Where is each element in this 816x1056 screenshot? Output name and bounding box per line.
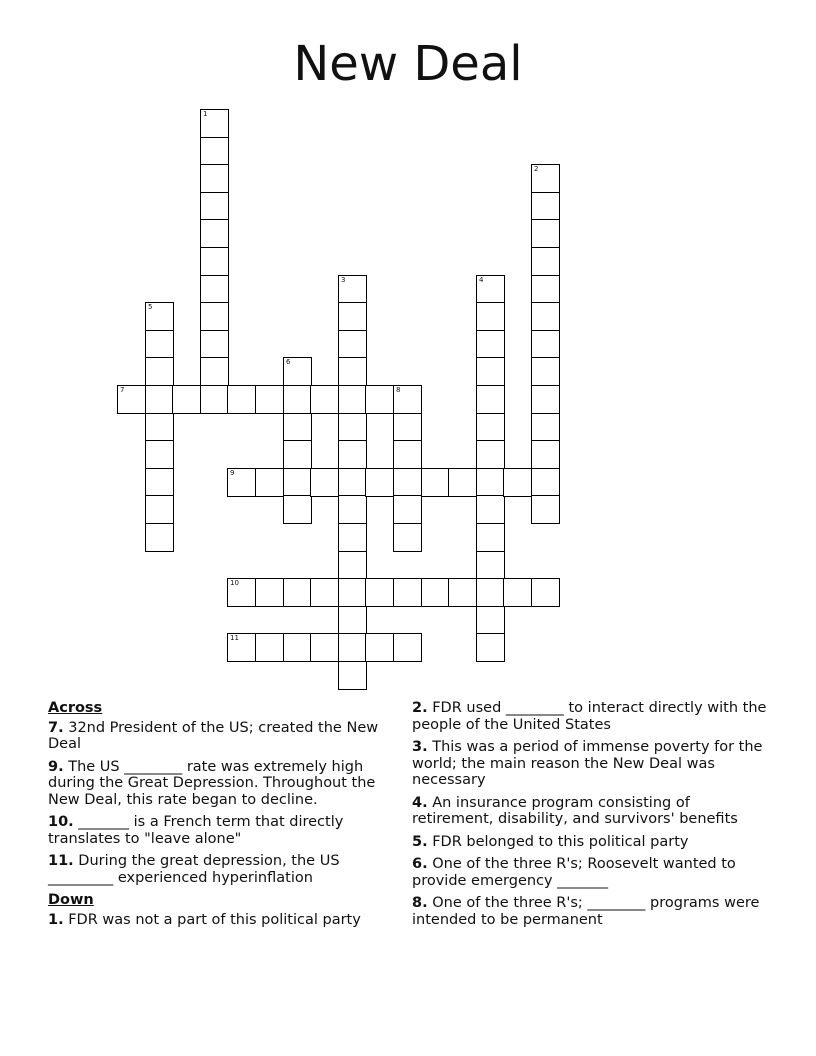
grid-cell[interactable] xyxy=(448,468,477,497)
grid-cell[interactable] xyxy=(365,468,394,497)
clue-down-4 xyxy=(412,795,772,828)
clue-number: 5. xyxy=(412,833,428,850)
grid-cell[interactable] xyxy=(338,440,367,469)
grid-cell[interactable] xyxy=(145,495,174,524)
clue-down-3 xyxy=(412,739,772,789)
cell-number: 9 xyxy=(230,469,235,477)
cell-number: 8 xyxy=(396,386,401,394)
grid-cell[interactable] xyxy=(310,578,339,607)
grid-cell[interactable] xyxy=(393,523,422,552)
grid-cell[interactable] xyxy=(338,633,367,662)
grid-cell[interactable] xyxy=(338,523,367,552)
grid-cell[interactable] xyxy=(531,275,560,304)
grid-cell[interactable] xyxy=(476,606,505,635)
grid-cell[interactable] xyxy=(310,468,339,497)
grid-cell[interactable] xyxy=(365,385,394,414)
grid-cell[interactable] xyxy=(393,413,422,442)
grid-cell[interactable] xyxy=(531,164,560,193)
grid-cell[interactable] xyxy=(200,137,229,166)
clues-left-column xyxy=(48,700,398,934)
grid-cell[interactable] xyxy=(200,275,229,304)
grid-cell[interactable] xyxy=(476,357,505,386)
clue-text: One of the three R's; ________ programs were intended to be permanent xyxy=(412,895,760,928)
grid-cell[interactable] xyxy=(200,247,229,276)
grid-cell[interactable] xyxy=(338,468,367,497)
clue-number: 3. xyxy=(412,739,428,755)
clue-down-8 xyxy=(412,895,772,928)
clue-down-5 xyxy=(412,834,772,851)
grid-cell[interactable] xyxy=(476,523,505,552)
grid-cell[interactable] xyxy=(255,468,284,497)
grid-cell[interactable] xyxy=(338,413,367,442)
grid-cell[interactable] xyxy=(448,578,477,607)
grid-cell[interactable] xyxy=(338,661,367,690)
clue-across-7 xyxy=(48,720,398,753)
clue-text: During the great depression, the US _________ experienced hyperinflation xyxy=(48,853,340,886)
grid-cell[interactable] xyxy=(531,385,560,414)
clue-text: _______ is a French term that directly translates to "leave alone" xyxy=(48,814,344,847)
grid-cell[interactable] xyxy=(531,495,560,524)
grid-cell[interactable] xyxy=(531,219,560,248)
clue-across-9 xyxy=(48,759,398,809)
clue-across-10 xyxy=(48,814,398,847)
grid-cell[interactable] xyxy=(227,468,256,497)
grid-cell[interactable] xyxy=(476,302,505,331)
grid-cell[interactable] xyxy=(283,468,312,497)
grid-cell[interactable] xyxy=(200,219,229,248)
down-heading: Down xyxy=(48,892,94,908)
grid-cell[interactable] xyxy=(200,192,229,221)
grid-cell[interactable] xyxy=(172,385,201,414)
grid-cell[interactable] xyxy=(531,440,560,469)
cell-number: 10 xyxy=(230,579,239,587)
cell-number: 1 xyxy=(203,110,208,118)
grid-cell[interactable] xyxy=(255,633,284,662)
grid-cell[interactable] xyxy=(338,578,367,607)
cell-number: 3 xyxy=(341,276,346,284)
grid-cell[interactable] xyxy=(227,633,256,662)
grid-cell[interactable] xyxy=(200,109,229,138)
cell-number: 7 xyxy=(120,386,125,394)
grid-cell[interactable] xyxy=(393,633,422,662)
grid-cell[interactable] xyxy=(227,385,256,414)
clue-across-11 xyxy=(48,853,398,886)
grid-cell[interactable] xyxy=(476,385,505,414)
puzzle-title: New Deal xyxy=(293,36,523,92)
grid-cell[interactable] xyxy=(531,468,560,497)
grid-cell[interactable] xyxy=(531,192,560,221)
grid-cell[interactable] xyxy=(310,385,339,414)
grid-cell[interactable] xyxy=(200,357,229,386)
grid-cell[interactable] xyxy=(503,578,532,607)
grid-cell[interactable] xyxy=(476,275,505,304)
grid-cell[interactable] xyxy=(393,468,422,497)
grid-cell[interactable] xyxy=(365,578,394,607)
grid-cell[interactable] xyxy=(476,495,505,524)
grid-cell[interactable] xyxy=(283,357,312,386)
clue-number: 4. xyxy=(412,794,428,811)
grid-cell[interactable] xyxy=(338,275,367,304)
grid-cell[interactable] xyxy=(476,413,505,442)
grid-cell[interactable] xyxy=(531,247,560,276)
clue-number: 11. xyxy=(48,853,74,869)
cell-number: 6 xyxy=(286,358,291,366)
grid-cell[interactable] xyxy=(421,578,450,607)
clue-number: 7. xyxy=(48,719,64,736)
clue-text: FDR was not a part of this political party xyxy=(68,911,361,928)
grid-cell[interactable] xyxy=(476,468,505,497)
clue-number: 1. xyxy=(48,911,64,928)
grid-cell[interactable] xyxy=(145,357,174,386)
grid-cell[interactable] xyxy=(393,385,422,414)
grid-cell[interactable] xyxy=(338,551,367,580)
clues-right-column xyxy=(412,700,772,934)
grid-cell[interactable] xyxy=(531,357,560,386)
clue-down-2 xyxy=(412,700,772,733)
grid-cell[interactable] xyxy=(476,633,505,662)
grid-cell[interactable] xyxy=(145,523,174,552)
grid-cell[interactable] xyxy=(338,357,367,386)
grid-cell[interactable] xyxy=(255,578,284,607)
cell-number: 4 xyxy=(479,276,484,284)
grid-cell[interactable] xyxy=(283,385,312,414)
grid-cell[interactable] xyxy=(338,606,367,635)
grid-cell[interactable] xyxy=(145,385,174,414)
grid-cell[interactable] xyxy=(393,495,422,524)
clue-down-6 xyxy=(412,856,772,889)
clue-text: 32nd President of the US; created the New Deal xyxy=(48,719,379,752)
grid-cell[interactable] xyxy=(476,578,505,607)
grid-cell[interactable] xyxy=(476,440,505,469)
grid-cell[interactable] xyxy=(200,330,229,359)
cell-number: 11 xyxy=(230,634,239,642)
grid-cell[interactable] xyxy=(476,330,505,359)
clue-number: 8. xyxy=(412,895,428,911)
grid-cell[interactable] xyxy=(338,330,367,359)
grid-cell[interactable] xyxy=(283,413,312,442)
across-heading: Across xyxy=(48,700,103,716)
clue-number: 10. xyxy=(48,814,74,830)
grid-cell[interactable] xyxy=(476,551,505,580)
grid-cell[interactable] xyxy=(145,330,174,359)
clue-text: An insurance program consisting of retirement, disability, and survivors' benefits xyxy=(412,794,738,827)
grid-cell[interactable] xyxy=(531,413,560,442)
cell-number: 2 xyxy=(534,165,539,173)
grid-cell[interactable] xyxy=(283,578,312,607)
grid-cell[interactable] xyxy=(421,468,450,497)
grid-cell[interactable] xyxy=(200,302,229,331)
clue-text: This was a period of immense poverty for the world; the main reason the New Deal was necessary xyxy=(412,739,763,788)
clue-number: 9. xyxy=(48,758,64,775)
clue-text: The US ________ rate was extremely high during the Great Depression. Throughout the New Deal, this rate began to decline. xyxy=(48,758,376,808)
clue-number: 2. xyxy=(412,700,428,716)
grid-cell[interactable] xyxy=(393,578,422,607)
clue-text: FDR belonged to this political party xyxy=(432,833,689,850)
grid-cell[interactable] xyxy=(145,468,174,497)
grid-cell[interactable] xyxy=(145,440,174,469)
grid-cell[interactable] xyxy=(200,164,229,193)
clue-text: One of the three R's; Roosevelt wanted to provide emergency _______ xyxy=(412,856,736,889)
grid-cell[interactable] xyxy=(283,495,312,524)
grid-cell[interactable] xyxy=(531,302,560,331)
grid-cell[interactable] xyxy=(338,495,367,524)
cell-number: 5 xyxy=(148,303,153,311)
grid-cell[interactable] xyxy=(365,633,394,662)
grid-cell[interactable] xyxy=(283,633,312,662)
grid-cell[interactable] xyxy=(310,633,339,662)
grid-cell[interactable] xyxy=(283,440,312,469)
grid-cell[interactable] xyxy=(200,385,229,414)
grid-cell[interactable] xyxy=(531,578,560,607)
grid-cell[interactable] xyxy=(338,385,367,414)
clue-down-1 xyxy=(48,912,398,929)
clue-number: 6. xyxy=(412,856,428,872)
grid-cell[interactable] xyxy=(145,302,174,331)
grid-cell[interactable] xyxy=(393,440,422,469)
grid-cell[interactable] xyxy=(145,413,174,442)
grid-cell[interactable] xyxy=(255,385,284,414)
grid-cell[interactable] xyxy=(227,578,256,607)
grid-cell[interactable] xyxy=(338,302,367,331)
clue-text: FDR used ________ to interact directly with the people of the United States xyxy=(412,700,767,733)
grid-cell[interactable] xyxy=(117,385,146,414)
grid-cell[interactable] xyxy=(503,468,532,497)
grid-cell[interactable] xyxy=(531,330,560,359)
